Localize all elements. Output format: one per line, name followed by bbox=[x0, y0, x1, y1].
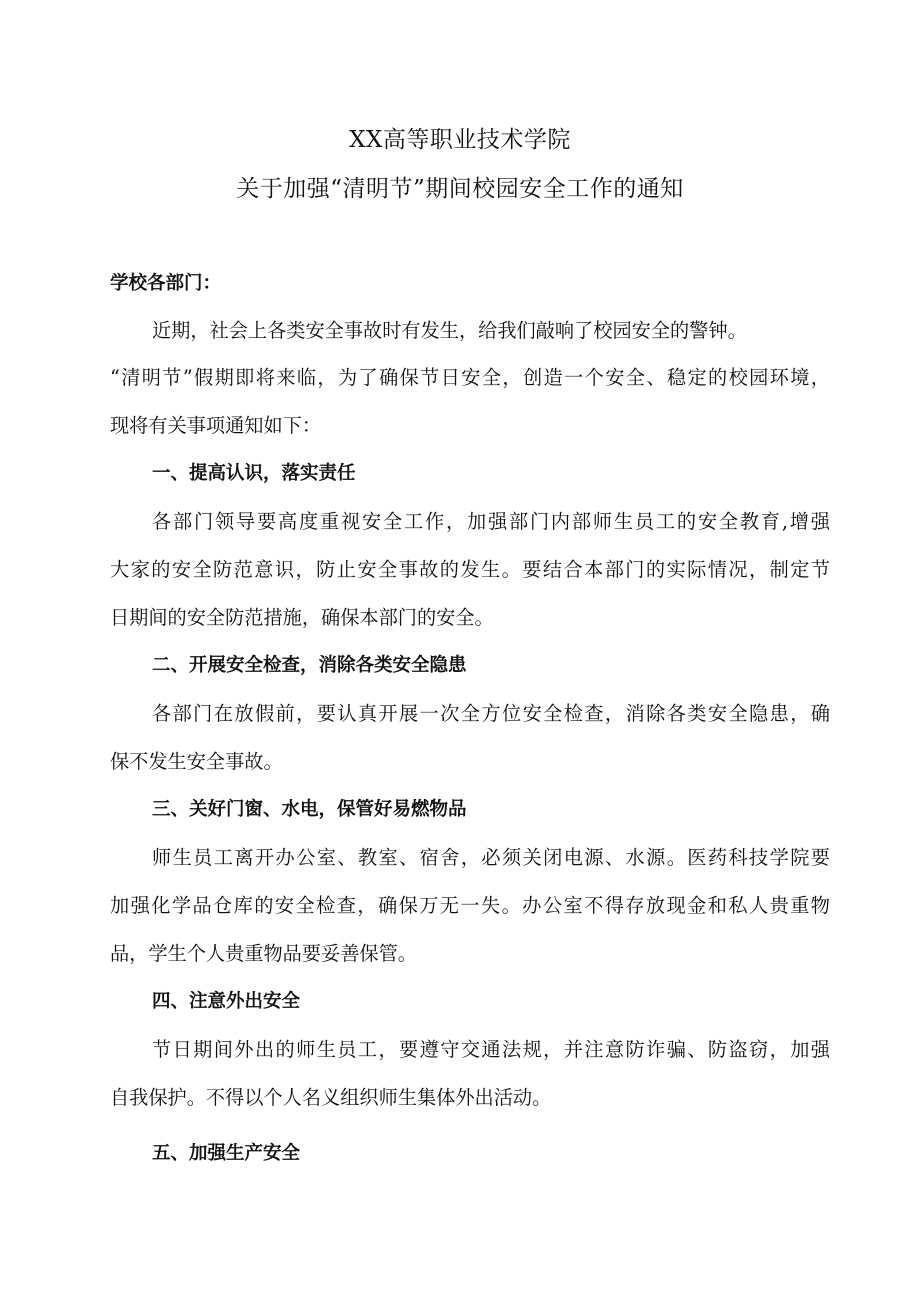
section-line: 加强化学品仓库的安全检查，确保万无一失。办公室不得存放现金和私人贵重物 bbox=[110, 894, 830, 917]
section-line: 节日期间外出的师生员工，要遵守交通法规，并注意防诈骗、防盗窃，加强 bbox=[152, 1038, 830, 1061]
intro-line: 近期，社会上各类安全事故时有发生，给我们敲响了校园安全的警钟。 bbox=[152, 319, 747, 342]
intro-line: 现将有关事项通知如下： bbox=[110, 414, 322, 437]
section-line: 大家的安全防范意识，防止安全事故的发生。要结合本部门的实际情况，制定节 bbox=[110, 558, 830, 581]
intro-line: “清明节”假期即将来临，为了确保节日安全，创造一个安全、稳定的校园环境， bbox=[110, 366, 830, 389]
document-title-notice: 关于加强“清明节”期间校园安全工作的通知 bbox=[236, 176, 684, 202]
salutation: 学校各部门： bbox=[110, 273, 222, 294]
section-line: 品，学生个人贵重物品要妥善保管。 bbox=[110, 942, 417, 965]
section-line: 各部门在放假前，要认真开展一次全方位安全检查，消除各类安全隐患，确 bbox=[152, 702, 830, 725]
section-heading: 四、注意外出安全 bbox=[152, 991, 301, 1012]
section-line: 日期间的安全防范措施，确保本部门的安全。 bbox=[110, 606, 494, 629]
section-heading: 一、提高认识，落实责任 bbox=[152, 463, 356, 484]
section-line: 师生员工离开办公室、教室、宿舍，必须关闭电源、水源。医药科技学院要 bbox=[152, 846, 830, 869]
section-heading: 五、加强生产安全 bbox=[152, 1143, 301, 1164]
document-title-institution: XX高等职业技术学院 bbox=[349, 127, 571, 153]
section-heading: 三、关好门窗、水电，保管好易燃物品 bbox=[152, 799, 467, 820]
section-line: 保不发生安全事故。 bbox=[110, 750, 283, 773]
section-line: 各部门领导要高度重视安全工作，加强部门内部师生员工的安全教育,增强 bbox=[152, 510, 830, 533]
section-line: 自我保护。不得以个人名义组织师生集体外出活动。 bbox=[110, 1086, 552, 1109]
section-heading: 二、开展安全检查，消除各类安全隐患 bbox=[152, 655, 467, 676]
